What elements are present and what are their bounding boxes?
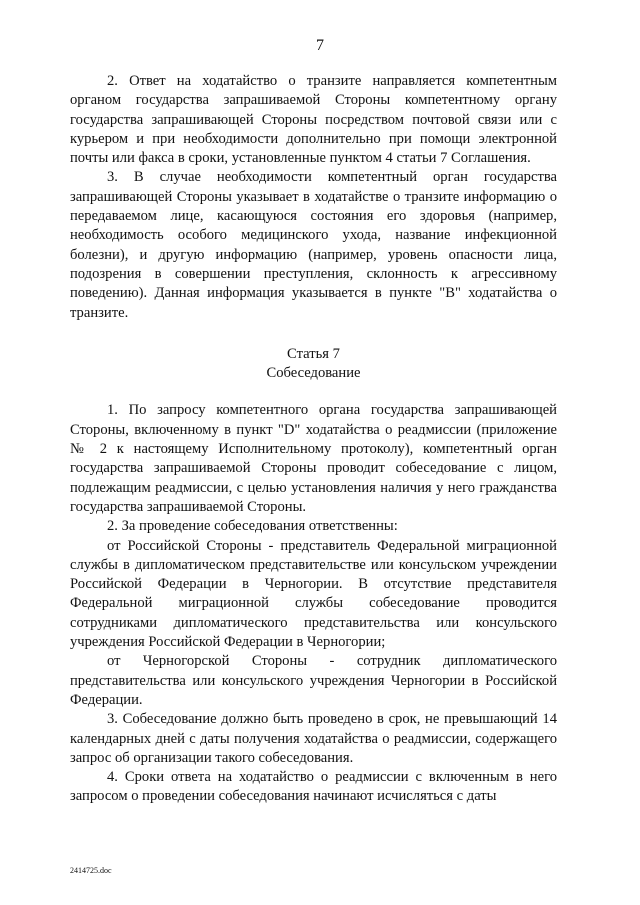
file-name-footer: 2414725.doc xyxy=(70,866,112,875)
article-title: Собеседование xyxy=(266,365,361,382)
paragraph-interview-request: 1. По запросу компетентного органа государства запрашивающей Стороны, включенному в пункт "D" ходатайства о реадмиссии (приложение № 2 к настоящему Исполнительному протоколу), компетентный орган государства запрашиваемой Стороны проводит собеседование с лицом, подлежащим реадмиссии, с целью установления наличия у него гражданства государства запрашиваемой Стороны. xyxy=(70,402,557,515)
paragraph-transit-info: 3. В случае необходимости компетентный орган государства запрашивающей Стороны указывает в ходатайстве о транзите информацию о передаваемом лице, касающуюся состояния его здоровья (например, необходимость особого медицинского ухода, название инфекционной болезни), и другую информацию (например, уровень опасности лица, подозрения в совершении преступления, склонность к агрессивному поведению). Данная информация указывается в пункте "В" ходатайства о транзите. xyxy=(70,169,557,321)
document-body xyxy=(70,72,557,807)
article-heading xyxy=(70,345,557,384)
paragraph-interview-responsible: 2. За проведение собеседования ответственны: xyxy=(107,518,398,535)
paragraph-interview-deadline: 3. Собеседование должно быть проведено в срок, не превышающий 14 календарных дней с даты получения ходатайства о реадмиссии, содержащего запрос об организации такого собеседования. xyxy=(70,711,557,766)
paragraph-transit-response: 2. Ответ на ходатайство о транзите направляется компетентным органом государства запрашиваемой Стороны компетентному органу государства запрашивающей Стороны посредством почтовой связи или с курьером и при необходимости дополнительно при помощи электронной почты или факса в сроки, установленные пунктом 4 статьи 7 Соглашения. xyxy=(70,73,557,167)
paragraph-response-terms: 4. Сроки ответа на ходатайство о реадмиссии с включенным в него запросом о проведении собеседования начинают исчисляться с даты xyxy=(70,769,557,805)
page-number: 7 xyxy=(316,37,324,54)
article-number: Статья 7 xyxy=(287,345,340,362)
paragraph-russian-side: от Российской Стороны - представитель Федеральной миграционной службы в дипломатическом представительстве или консульском учреждении Российской Федерации в Черногории. В отсутствие представителя Федеральной миграционной службы собеседование проводится сотрудниками дипломатического представительства или консульского учреждения Российской Федерации в Черногории; xyxy=(70,537,557,651)
paragraph-montenegrin-side: от Черногорской Стороны - сотрудник дипломатического представительства или консульского учреждения Черногории в Российской Федерации. xyxy=(70,653,557,708)
